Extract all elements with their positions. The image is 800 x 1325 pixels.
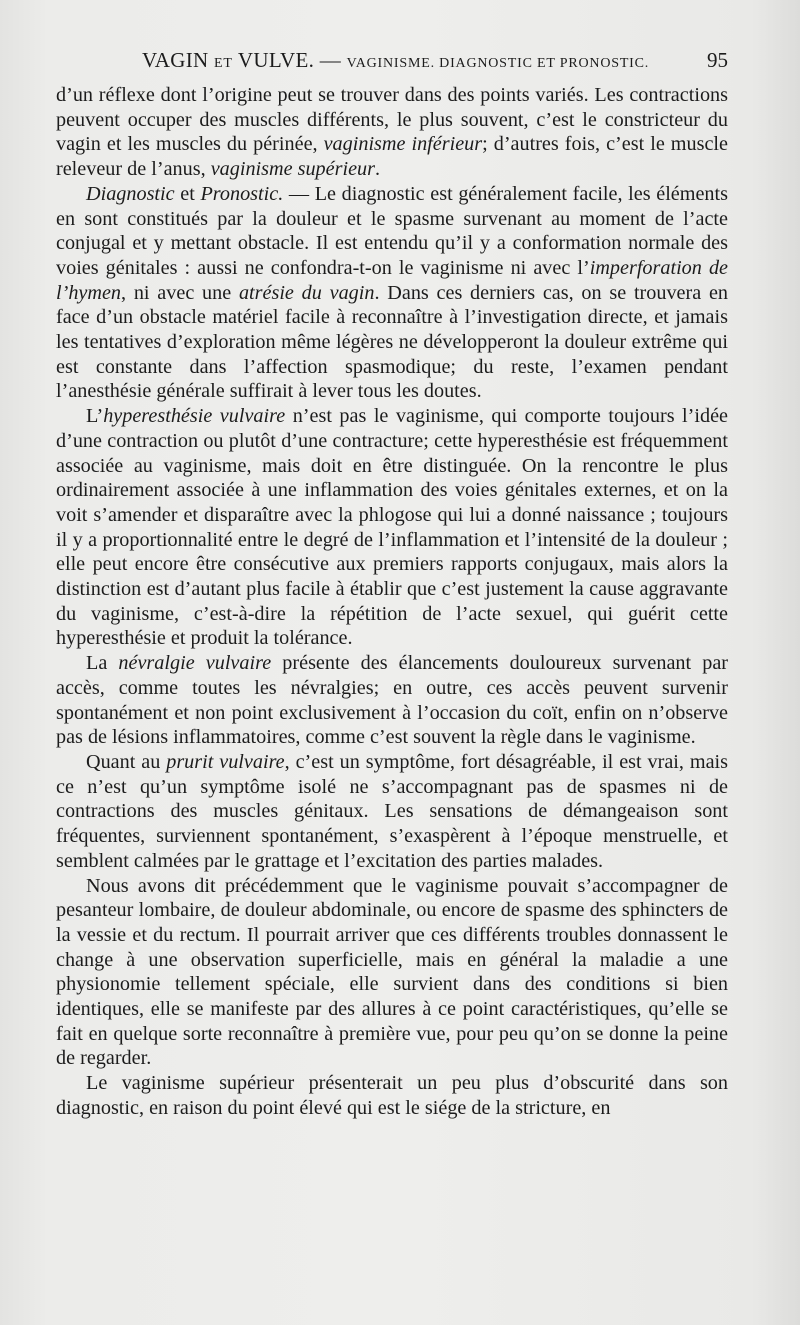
text-run: Le vaginisme supérieur présenterait un peu plus d’obscurité dans son diagnostic, en raison du point élevé qui est le siége de la stricture, en <box>56 1072 728 1119</box>
paragraph <box>56 874 728 1072</box>
text-run: , c’est un symptôme, fort désagréable, il est vrai, mais ce n’est qu’un symptôme isolé ne s’accompagnant pas de spasmes ni de contractions des muscles génitaux. Les sensations de démangeaison sont fréquentes, surviennent spontanément, s’exaspèrent à l’époque menstruelle, et semblent calmées par le grattage et l’excitation des parties malades. <box>56 750 728 872</box>
paragraph <box>56 404 728 651</box>
text-run: ; d’autres fois, c’est le muscle releveur de l’anus, <box>56 133 728 181</box>
paragraph <box>56 651 728 750</box>
page-number: 95 <box>707 48 728 72</box>
title-vulve: VULVE. <box>237 48 315 72</box>
text-run: n’est pas le vaginisme, qui comporte toujours l’idée d’une contraction ou plutôt d’une contracture; cette hyperesthésie est fréquemment associée au vaginisme, mais doit en être distinguée. On la rencontre le plus ordinairement associée à une inflammation des voies génitales externes, et on la voit s’amender et disparaître avec la phlogose qui lui a donné naissance ; toujours il y a proportionnalité entre le degré de l’inflammation et l’intensité de la douleur ; elle peut encore être consécutive aux premiers rapports conjugaux, mais alors la distinction est d’autant plus facile à établir que c’est justement la cause aggravante du vaginisme, c’est-à-dire la répétition de l’acte sexuel, qui guérit cette hyperesthésie et produit la tolérance. <box>56 405 728 650</box>
title-et: ET <box>214 56 233 71</box>
text-run: . <box>374 158 381 181</box>
text-run: , ni avec une <box>121 281 239 304</box>
italic-term: prurit vulvaire <box>166 750 285 773</box>
paragraph <box>56 182 728 404</box>
italic-term: Diagnostic <box>86 182 175 205</box>
text-run: présente des élancements douloureux survenant par accès, comme toutes les névralgies; en outre, ces accès peuvent survenir spontanément et non point exclusivement à l’occasion du coït, enfin on n’observe pas de lésions inflammatoires, comme c’est souvent la règle dans le vaginisme. <box>56 652 729 749</box>
title-vagin: VAGIN <box>142 48 209 72</box>
italic-term: vaginisme supérieur <box>210 158 375 181</box>
running-header <box>56 44 732 78</box>
text-run: La <box>86 652 119 675</box>
text-run: . Dans ces derniers cas, on se trouvera en face d’un obstacle matériel facile à reconnaître à l’investigation directe, et jamais les tentatives d’exploration même légères ne développeront la douleur extrême qui est constante dans l’affection spasmodique; du reste, l’examen pendant l’anesthésie générale suffirait à lever tous les doutes. <box>56 281 729 403</box>
text-run: L’ <box>86 405 104 428</box>
paragraph <box>56 750 728 874</box>
italic-term: vaginisme inférieur <box>323 133 483 156</box>
italic-term: imperforation de l’hymen <box>56 256 728 304</box>
italic-term: hyperesthésie vulvaire <box>103 405 286 428</box>
italic-term: atrésie du vagin <box>238 281 375 304</box>
text-run: — Le diagnostic est généralement facile, les éléments en sont constitués par la douleur et le spasme survenant au moment de l’acte conjugal et y mettant obstacle. Il est entendu qu’il y a conformation normale des voies génitales : aussi ne confondra-t-on le vaginisme ni avec l’ <box>56 182 728 279</box>
title-section: VAGINISME. DIAGNOSTIC ET PRONOSTIC. <box>346 56 650 71</box>
paragraph <box>56 83 728 182</box>
paragraph <box>56 1071 728 1120</box>
body-text <box>56 83 728 1121</box>
text-run: Quant au <box>86 750 167 773</box>
text-run: et <box>174 182 201 205</box>
text-run: d’un réflexe dont l’origine peut se trouver dans des points variés. Les contractions peuvent occuper des muscles différents, le plus souvent, c’est le constricteur du vagin et les muscles du périnée, <box>56 84 728 156</box>
title-dash: — <box>319 48 342 72</box>
text-run: Nous avons dit précédemment que le vaginisme pouvait s’accompagner de pesanteur lombaire, de douleur abdominale, ou encore de spasme des sphincters de la vessie et du rectum. Il pourrait arriver que ces différents troubles donnassent le change à une observation superficielle, mais en général la maladie a une physionomie tellement spéciale, elle survient dans des conditions si bien identiques, elle se manifeste par des allures à ce point caractéristiques, qu’elle se fait en quelque sorte reconnaître à première vue, pour peu qu’on se donne la peine de regarder. <box>56 874 728 1070</box>
running-title <box>142 48 649 73</box>
italic-term: Pronostic. <box>200 182 284 205</box>
italic-term: névralgie vulvaire <box>118 652 272 675</box>
